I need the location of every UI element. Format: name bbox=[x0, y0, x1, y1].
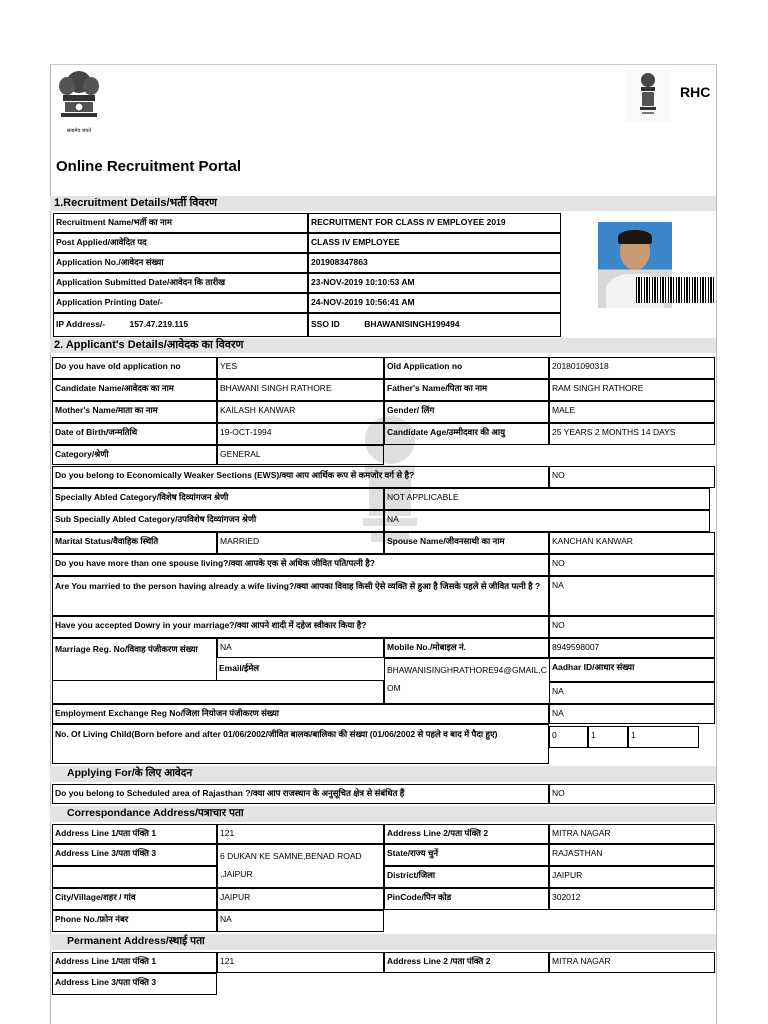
perm-line3-label: Address Line 3/पता पंक्ति 3 bbox=[52, 973, 217, 995]
corr-phone-value: NA bbox=[217, 910, 384, 932]
father-name-label: Father's Name/पिता का नाम bbox=[384, 379, 549, 401]
post-applied-label: Post Applied/आवेदित पद bbox=[53, 233, 308, 253]
old-application-answer: YES bbox=[217, 357, 384, 379]
blank-cell bbox=[52, 680, 384, 704]
printing-date-value: 24-NOV-2019 10:56:41 AM bbox=[308, 293, 561, 313]
marital-status-value: MARRIED bbox=[217, 532, 384, 554]
ip-address-label: IP Address/- bbox=[56, 319, 106, 329]
candidate-name-label: Candidate Name/आवेदक का नाम bbox=[52, 379, 217, 401]
portal-title: Online Recruitment Portal bbox=[56, 158, 242, 175]
marriage-reg-value: NA bbox=[217, 638, 384, 658]
national-emblem-icon bbox=[55, 68, 103, 132]
living-child-before: 0 bbox=[549, 726, 588, 748]
specially-abled-label: Specially Abled Category/विशेष दिव्यांगजन श्रेणी bbox=[52, 488, 384, 510]
aadhar-label: Aadhar ID/आधार संख्या bbox=[549, 658, 715, 682]
old-application-no-label: Old Application no bbox=[384, 357, 549, 379]
sso-id-value: BHAWANISINGH199494 bbox=[364, 319, 460, 329]
specially-abled-value: NOT APPLICABLE bbox=[384, 488, 710, 510]
mobile-label: Mobile No./मोबाइल नं. bbox=[384, 638, 549, 658]
email-value: BHAWANISINGHRATHORE94@GMAIL.COM bbox=[384, 658, 549, 704]
marital-status-label: Marital Status/वैवाहिक स्थिति bbox=[52, 532, 217, 554]
corr-district-value: JAIPUR bbox=[549, 866, 715, 888]
email-label: Email/ईमेल bbox=[219, 663, 260, 673]
spouse-name-label: Spouse Name/जीवनसाथी का नाम bbox=[384, 532, 549, 554]
submitted-date-value: 23-NOV-2019 10:10:53 AM bbox=[308, 273, 561, 293]
rhc-emblem-icon bbox=[637, 72, 659, 118]
father-name-value: RAM SINGH RATHORE bbox=[549, 379, 715, 401]
dob-label: Date of Birth/जन्मतिथि bbox=[52, 423, 217, 445]
aadhar-value: NA bbox=[549, 682, 715, 704]
scheduled-area-answer: NO bbox=[549, 784, 715, 804]
old-application-no-value: 201801090318 bbox=[549, 357, 715, 379]
age-label: Candidate Age/उम्मीदवार की आयु bbox=[384, 423, 549, 445]
correspondence-title: Correspondance Address/पत्राचार पता bbox=[67, 807, 244, 819]
sso-id-cell bbox=[308, 313, 561, 337]
corr-district-label: District/जिला bbox=[384, 866, 549, 888]
perm-line1-label: Address Line 1/पता पंक्ति 1 bbox=[52, 952, 217, 973]
sub-specially-abled-label: Sub Specially Abled Category/उपविशेष दिव्यांगजन श्रेणी bbox=[52, 510, 384, 532]
perm-line1-value: 121 bbox=[217, 952, 384, 973]
gender-label: Gender/ लिंग bbox=[384, 401, 549, 423]
gender-value: MALE bbox=[549, 401, 715, 423]
corr-line1-value: 121 bbox=[217, 824, 384, 844]
corr-state-value: RAJASTHAN bbox=[549, 844, 715, 866]
dob-value: 19-OCT-1994 bbox=[217, 423, 384, 445]
category-value: GENERAL bbox=[217, 445, 384, 465]
ip-address-cell bbox=[53, 313, 308, 337]
recruitment-name-value: RECRUITMENT FOR CLASS IV EMPLOYEE 2019 bbox=[308, 213, 561, 233]
mother-name-label: Mother's Name/माता का नाम bbox=[52, 401, 217, 423]
corr-blank-cell bbox=[52, 866, 217, 888]
perm-line2-label: Address Line 2 /पता पंक्ति 2 bbox=[384, 952, 549, 973]
living-child-after: 1 bbox=[588, 726, 628, 748]
old-application-question: Do you have old application no bbox=[52, 357, 217, 379]
ews-question: Do you belong to Economically Weaker Sections (EWS)/क्या आप आर्थिक रूप से कमजोर वर्ग से है? bbox=[52, 466, 549, 488]
dowry-answer: NO bbox=[549, 616, 715, 638]
perm-line2-value: MITRA NAGAR bbox=[549, 952, 715, 973]
candidate-name-value: BHAWANI SINGH RATHORE bbox=[217, 379, 384, 401]
mobile-value: 8949598007 bbox=[549, 638, 715, 658]
post-applied-value: CLASS IV EMPLOYEE bbox=[308, 233, 561, 253]
corr-city-label: City/Village/शहर / गांव bbox=[52, 888, 217, 910]
employment-exchange-label: Employment Exchange Reg No/जिला नियोजन पंजीकरण संख्या bbox=[52, 704, 549, 724]
dowry-question: Have you accepted Dowry in your marriage?/क्या आपने शादी में दहेज स्वीकार किया है? bbox=[52, 616, 549, 638]
corr-line2-label: Address Line 2/पता पंक्ति 2 bbox=[384, 824, 549, 844]
barcode bbox=[636, 277, 716, 303]
employment-exchange-value: NA bbox=[549, 704, 715, 724]
corr-city-value: JAIPUR bbox=[217, 888, 384, 910]
corr-line2-value: MITRA NAGAR bbox=[549, 824, 715, 844]
married-wife-answer: NA bbox=[549, 576, 715, 616]
corr-pincode-label: PinCode/पिन कोड bbox=[384, 888, 549, 910]
ip-address-value: 157.47.219.115 bbox=[129, 319, 189, 329]
sub-specially-abled-value: NA bbox=[384, 510, 710, 532]
submitted-date-label: Application Submitted Date/आवेदन कि तारीख bbox=[53, 273, 308, 293]
corr-line3-label: Address Line 3/पता पंक्ति 3 bbox=[52, 844, 217, 866]
emblem-caption: सत्यमेव जयते bbox=[66, 128, 92, 134]
spouse-name-value: KANCHAN KANWAR bbox=[549, 532, 715, 554]
permanent-title: Permanent Address/स्थाई पता bbox=[67, 935, 205, 947]
section-recruitment-title: 1.Recruitment Details/भर्ती विवरण bbox=[50, 196, 716, 211]
mother-name-value: KAILASH KANWAR bbox=[217, 401, 384, 423]
application-no-label: Application No./आवेदन संख्या bbox=[53, 253, 308, 273]
corr-line1-label: Address Line 1/पता पंक्ति 1 bbox=[52, 824, 217, 844]
recruitment-name-label: Recruitment Name/भर्ती का नाम bbox=[53, 213, 308, 233]
application-no-value: 201908347863 bbox=[308, 253, 561, 273]
corr-state-label: State/राज्य चुनें bbox=[384, 844, 549, 866]
corr-pincode-value: 302012 bbox=[549, 888, 715, 910]
more-spouse-answer: NO bbox=[549, 554, 715, 576]
corr-phone-label: Phone No./फ़ोन नंबर bbox=[52, 910, 217, 932]
printing-date-label: Application Printing Date/- bbox=[53, 293, 308, 313]
applying-for-title: Applying For/के लिए आवेदन bbox=[67, 767, 193, 779]
living-child-total: 1 bbox=[628, 726, 699, 748]
sso-id-label: SSO ID bbox=[311, 319, 340, 329]
living-child-label: No. Of Living Child(Born before and after 01/06/2002/जीवित बालक/बालिका की संख्या (01/06/2002 से पहले व बाद में पैदा हुए) bbox=[52, 724, 549, 764]
more-spouse-question: Do you have more than one spouse living?/क्या आपके एक से अधिक जीवित पति/पत्नी है? bbox=[52, 554, 549, 576]
corr-line3-value: 6 DUKAN KE SAMNE,BENAD ROAD ,JAIPUR bbox=[217, 844, 384, 888]
section-applicant-title: 2. Applicant's Details/आवेदक का विवरण bbox=[50, 338, 716, 353]
age-value: 25 YEARS 2 MONTHS 14 DAYS bbox=[549, 423, 715, 445]
ews-answer: NO bbox=[549, 466, 715, 488]
category-label: Category/श्रेणी bbox=[52, 445, 217, 465]
scheduled-area-question: Do you belong to Scheduled area of Rajasthan ?/क्या आप राजस्थान के अनुसूचित क्षेत्र से संबंधित हैं bbox=[52, 784, 549, 804]
marriage-reg-label: Marriage Reg. No/विवाह पंजीकरण संख्या bbox=[52, 638, 217, 680]
married-wife-question: Are You married to the person having already a wife living?/क्या आपका विवाह किसी ऐसे व्यक्ति से हुआ है जिसके पहले से जीवित पत्नी है ? bbox=[52, 576, 549, 616]
rhc-label: RHC bbox=[680, 84, 711, 100]
